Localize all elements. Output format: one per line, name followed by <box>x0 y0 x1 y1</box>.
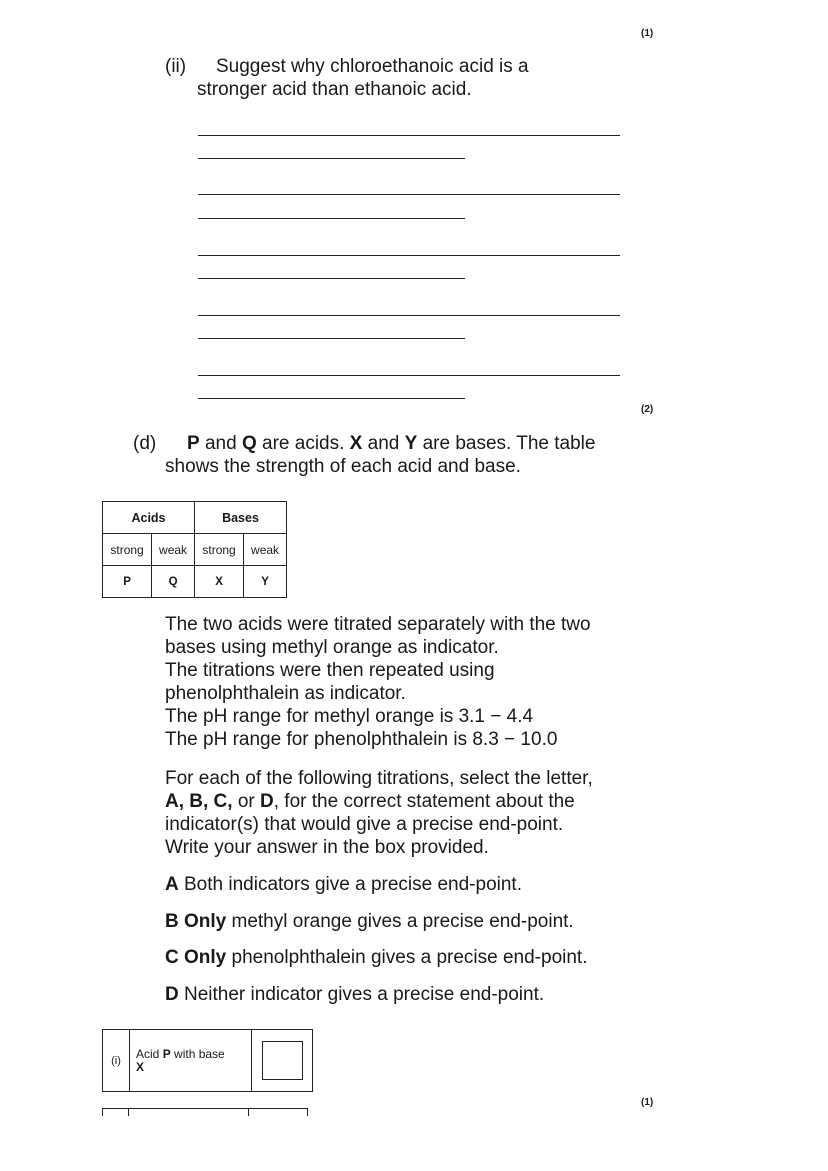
paragraph-line: Write your answer in the box provided. <box>165 837 489 858</box>
option-text: methyl orange gives a precise end-point. <box>226 911 574 932</box>
table-strength-cell: weak <box>244 534 287 566</box>
option-c <box>165 947 588 969</box>
base-y-letter: Y <box>404 433 418 454</box>
option-text: Both indicators give a precise end-point. <box>178 874 522 895</box>
answer-box-cell <box>252 1030 313 1092</box>
table-letter-cell: Y <box>244 566 287 598</box>
table-strength-cell: weak <box>152 534 195 566</box>
paragraph-line: bases using methyl orange as indicator. <box>165 637 499 658</box>
answer-row-number: (i) <box>103 1030 130 1092</box>
answer-line[interactable] <box>198 218 465 219</box>
instructions <box>165 767 593 859</box>
acid-q-letter: Q <box>241 433 257 454</box>
next-row-border <box>128 1108 129 1116</box>
option-letter: B Only <box>165 911 227 932</box>
question-text-line2: stronger acid than ethanoic acid. <box>197 79 472 100</box>
acid-base-strength-table <box>102 501 287 598</box>
label-pre: Acid <box>136 1046 163 1061</box>
label-acid-p: P <box>162 1046 171 1061</box>
option-text: Neither indicator gives a precise end-point. <box>178 984 545 1005</box>
line2-rest: , for the correct statement about the <box>273 791 575 812</box>
answer-row-label <box>130 1030 252 1092</box>
next-row-border <box>307 1108 308 1116</box>
answer-line[interactable] <box>198 375 620 376</box>
paragraph-line <box>165 790 593 813</box>
paragraph-line: The two acids were titrated separately with the two <box>165 614 591 635</box>
answer-line[interactable] <box>198 135 620 136</box>
letters-abc: A, B, C, <box>165 791 233 812</box>
table-strength-cell: strong <box>103 534 152 566</box>
paragraph-line: The pH range for phenolphthalein is 8.3 − 10.0 <box>165 729 558 750</box>
question-number-ii: (ii) <box>165 56 187 77</box>
marks-label-bottom: (1) <box>641 1097 654 1108</box>
option-letter: A <box>165 874 179 895</box>
paragraph-line: For each of the following titrations, select the letter, <box>165 768 593 789</box>
next-row-border <box>248 1108 249 1116</box>
answer-line[interactable] <box>198 194 620 195</box>
part-d-intro-line2: shows the strength of each acid and base. <box>165 456 521 477</box>
intro-and-2: and <box>362 433 405 454</box>
table-letter-cell: P <box>103 566 152 598</box>
base-x-letter: X <box>349 433 363 454</box>
paragraph-line: The pH range for methyl orange is 3.1 − 4.4 <box>165 706 534 727</box>
answer-table <box>102 1029 313 1092</box>
paragraph-line: indicator(s) that would give a precise end-point. <box>165 814 564 835</box>
answer-box[interactable] <box>262 1041 303 1080</box>
answer-line[interactable] <box>198 338 465 339</box>
or-word: or <box>232 791 261 812</box>
table-strength-cell: strong <box>195 534 244 566</box>
intro-post: are bases. The table <box>417 433 596 454</box>
paragraph-line: phenolphthalein as indicator. <box>165 683 406 704</box>
label-post: with base <box>170 1046 225 1061</box>
answer-line[interactable] <box>198 278 465 279</box>
intro-mid: are acids. <box>256 433 350 454</box>
option-letter: D <box>165 984 179 1005</box>
table-header-bases: Bases <box>195 502 287 534</box>
answer-line[interactable] <box>198 398 465 399</box>
letter-d: D <box>260 791 274 812</box>
next-row-border <box>102 1108 308 1109</box>
answer-line[interactable] <box>198 315 620 316</box>
marks-label-top: (1) <box>641 28 654 39</box>
option-b <box>165 911 574 933</box>
answer-line[interactable] <box>198 158 465 159</box>
part-d-intro-line1 <box>187 432 595 455</box>
option-text: phenolphthalein gives a precise end-point. <box>226 947 588 968</box>
marks-label-middle: (2) <box>641 404 654 415</box>
question-text-line1: Suggest why chloroethanoic acid is a <box>216 56 529 77</box>
option-d <box>165 984 544 1006</box>
label-base-x: X <box>136 1059 145 1074</box>
paragraph-line: The titrations were then repeated using <box>165 660 495 681</box>
table-letter-cell: Q <box>152 566 195 598</box>
question-number-d: (d) <box>133 433 157 454</box>
answer-line[interactable] <box>198 255 620 256</box>
table-letter-cell: X <box>195 566 244 598</box>
titration-description <box>165 613 591 751</box>
intro-and-1: and <box>199 433 242 454</box>
table-header-acids: Acids <box>103 502 195 534</box>
next-row-border <box>102 1108 103 1116</box>
acid-p-letter: P <box>187 433 200 454</box>
option-letter: C Only <box>165 947 227 968</box>
option-a <box>165 874 522 896</box>
